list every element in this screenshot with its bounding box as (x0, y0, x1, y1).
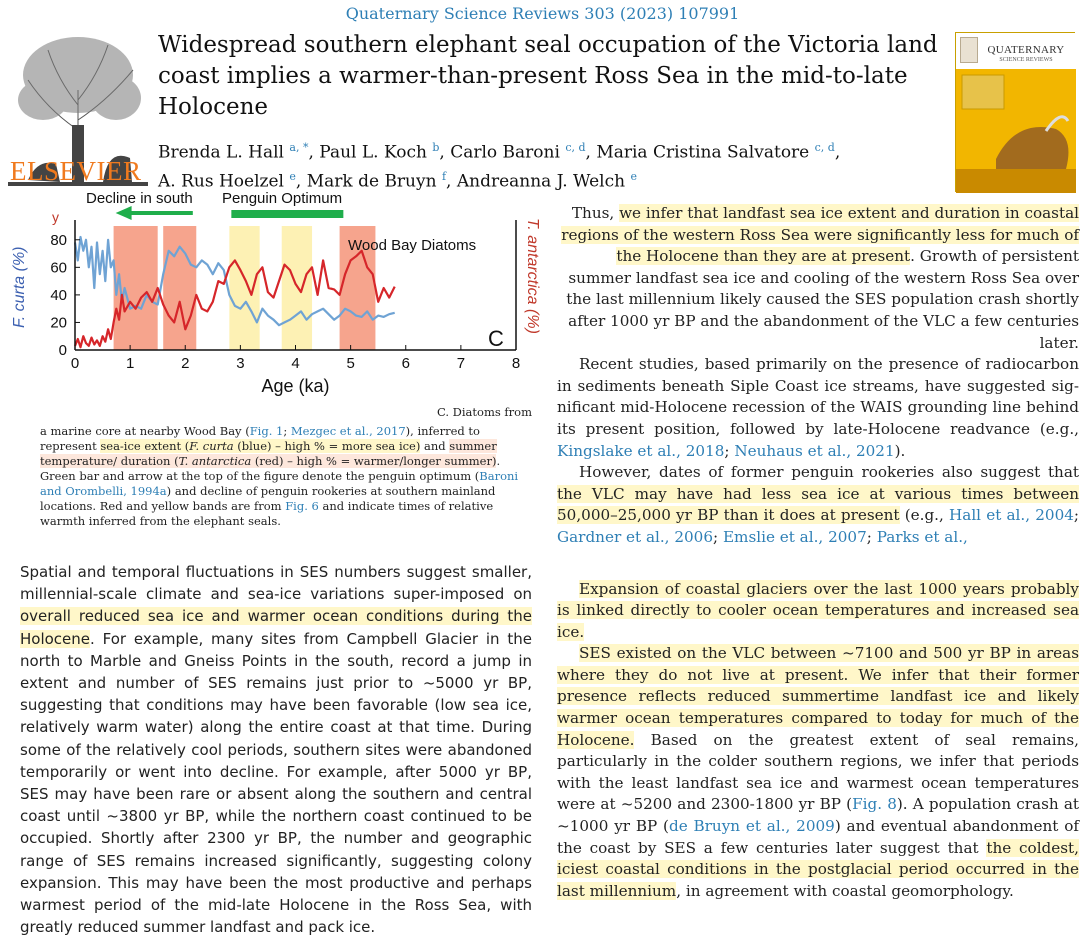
caption-run: (red) – high % = warmer/longer summer) (251, 454, 497, 468)
caption-run: and indicate times of relative warmth inferred from the elephant seals. (40, 499, 494, 528)
figure-caption-head: C. Diatoms from (436, 405, 532, 419)
x-tick-label: 4 (291, 355, 300, 372)
x-axis-title: Age (ka) (261, 376, 330, 396)
x-tick-label: 8 (511, 355, 521, 372)
p3-run: However, dates of former penguin rookeries also suggest that (579, 463, 1079, 482)
citation-link[interactable]: Mezgec et al., 2017 (290, 424, 406, 438)
decline-arrow-head (116, 206, 132, 220)
caption-run: (blue) – high % = more sea ice) (233, 439, 421, 453)
caption-run: ) and decline of penguin rookeries at southern mainland locations. Red and yellow bands are from (40, 484, 496, 513)
author-line-2: A. Rus Hoelzel $^e$, Mark de Bruyn $^f$, Andreanna J. Welch $^e$ (158, 169, 638, 192)
journal-reference[interactable]: Quaternary Science Reviews 303 (2023) 107991 (345, 4, 740, 23)
article-title: Widespread southern elephant seal occupation of the Victoria land coast implies a warmer-than-present Ross Sea in the mid-to-late Holocene (158, 32, 938, 120)
warm-band-yellow (229, 226, 259, 350)
x-tick-label: 3 (236, 355, 245, 372)
p3-run: ; (713, 527, 723, 546)
citation-link[interactable]: Hall et al., 2004 (949, 506, 1074, 525)
x-tick-label: 0 (70, 355, 80, 372)
right-column-text (557, 203, 1079, 902)
cover-journal-subtitle: SCIENCE REVIEWS (999, 57, 1053, 63)
author-name: Maria Cristina Salvatore (596, 142, 815, 163)
warm-band-yellow (282, 226, 312, 350)
p4-run: Expansion of coastal glaciers over the last 1000 years probably is linked directly to cooler ocean temperatures and increased sea ice. (557, 579, 1079, 641)
paragraph-ses-occupation (557, 643, 1079, 902)
p2-run: ). (894, 441, 906, 460)
left-body-run: overall reduced sea ice and warmer ocean conditions during the Holocene (20, 607, 532, 648)
p1-run: Thus, (571, 204, 620, 222)
citation-link[interactable]: Neuhaus et al., 2021 (734, 441, 895, 460)
p5-run: the coldest, iciest coastal conditions in the postglacial period occurred in the last millennium (557, 838, 1079, 900)
x-tick-label: 2 (181, 355, 190, 372)
author-affiliation-mark[interactable]: e (630, 169, 638, 183)
p3-run: the VLC may have had less sea ice at various times between 50,000–25,000 yr BP than it does at present (557, 484, 1079, 525)
p3-run: (e.g., (899, 506, 950, 525)
p1-run: we infer that landfast sea ice extent and duration in coastal regions of the western Ross Sea were significantly less for much of the Holocene than they are at present (561, 204, 1079, 266)
citation-link[interactable]: Emslie et al., 2007 (722, 527, 867, 546)
citation-link[interactable]: de Bruyn et al., 2009 (668, 817, 835, 836)
author-affiliation-mark[interactable]: a, * (289, 141, 309, 154)
citation-link[interactable]: Fig. 6 (285, 499, 319, 513)
left-body-run: . For example, many sites from Campbell Glacier in the north to Marble and Gneiss Points in the south, record a jump in extent and number of SES remains just prior to ~5000 yr BP, suggesting that conditions may have been favorable (low sea ice, relatively warm water) along the entire coast at that time. During some of the relatively cool periods, southern sites were abandoned temporarily or went into decline. For example, after 5000 yr BP, SES may have been rare or absent along the southern and central coast until ~3800 yr BP, while the northern coast continued to be occupied. Shortly after 2300 yr BP, the number and geographic range of SES remains increased significantly, suggesting colony expansion. This may have been the most productive and perhaps warmest period of the mid-late Holocene in the Ross Sea, with greatly reduced summer landfast and pack ice. (20, 629, 532, 937)
decline-label: Decline in south (86, 190, 193, 207)
cover-journal-name: QUATERNARY (987, 44, 1065, 56)
figure-caption (40, 424, 532, 529)
x-tick-label: 7 (456, 355, 466, 372)
paragraph-penguin-rookeries (557, 462, 1079, 548)
citation-link[interactable]: Kingslake et al., 2018 (557, 441, 725, 460)
x-tick-label: 6 (401, 355, 410, 372)
y-tick-label: 0 (58, 342, 67, 359)
penguin-optimum-label: Penguin Optimum (222, 190, 343, 207)
p2-run: Recent studies, based primarily on the presence of radiocarbon in sediments beneath Siple Coast ice streams, have suggested sig-nificant mid-Holocene recession of the WAIS grounding line behind its present position, followed by late-Holocene readvance (e.g., (557, 355, 1079, 438)
citation-link[interactable]: Parks et al., (876, 527, 968, 546)
caption-run: and (420, 439, 450, 453)
author-affiliation-mark[interactable]: b (432, 141, 440, 154)
elsevier-wordmark: ELSEVIER (10, 156, 142, 186)
y-tick-label: 40 (50, 286, 67, 304)
p3-run: ; (866, 527, 877, 546)
author-name: Carlo Baroni (450, 142, 566, 163)
author-affiliation-mark[interactable]: f (441, 169, 447, 183)
caption-run: summer temperature/ duration ( (40, 439, 497, 468)
author-name: A. Rus Hoelzel (158, 171, 290, 192)
journal-cover[interactable] (955, 32, 1075, 192)
p3-run: ; (1073, 506, 1080, 525)
wood-bay-diatom-chart (0, 186, 541, 400)
p5-run: , in agreement with coastal geomorphology. (676, 881, 1014, 900)
author-affiliation-mark[interactable]: e (289, 169, 296, 183)
citation-link[interactable]: Fig. 8 (852, 795, 897, 814)
panel-label: C (488, 326, 504, 351)
p5-run: SES existed on the VLC between ~7100 and 500 yr BP in areas where they do not live at present. We infer that their former presence reflects reduced summertime landfast ice and likely warmer ocean temperatures compared to today for much of the Holocene. (557, 644, 1079, 749)
p5-run: Based on the greatest extent of seal remains, particularly in the colder southern regions, we infer that periods with the least landfast sea ice and warmest ocean temperatures were at ~5200 and 2300-1800 yr BP ( (557, 730, 1079, 814)
caption-run: ), inferred to represent (40, 424, 480, 453)
caption-run: ; (283, 424, 291, 438)
y-axis-title-right: T. antarctica (%) (524, 218, 541, 334)
chart-title: Wood Bay Diatoms (348, 237, 477, 254)
author-list (158, 136, 948, 193)
y-tick-label: 80 (50, 231, 67, 249)
author-line-1: Brenda L. Hall $^{a, *}$, Paul L. Koch $^b$, Carlo Baroni $^{c, d}$, Maria Cristina Salvatore $^{c, d}$, (158, 141, 841, 163)
caption-run: . Green bar and arrow at the top of the figure denote the penguin optimum ( (40, 454, 501, 483)
author-affiliation-mark[interactable]: c, d (814, 141, 835, 154)
y-tick-label: 60 (50, 259, 67, 277)
author-name: Andreanna J. Welch (456, 171, 631, 192)
author-name: Paul L. Koch (319, 142, 433, 163)
x-tick-label: 1 (125, 355, 135, 372)
penguin-optimum-bar (231, 210, 343, 218)
y-axis-title-left: F. curta (%) (11, 246, 28, 328)
paragraph-wais-recession (557, 354, 1079, 462)
p1-run: . Growth of persistent summer landfast sea ice and cooling of the western Ross Sea over the last millennium likely caused the SES population crash shortly after 1000 yr BP and the abandonment of the VLC a few centuries later. (566, 247, 1079, 352)
left-column-text (20, 561, 532, 938)
citation-link[interactable]: Baroni and Orombelli, 1994a (40, 469, 519, 498)
p5-run: ). A population crash at ~1000 yr BP ( (557, 795, 1079, 836)
cover-illustration (956, 69, 1076, 193)
citation-link[interactable]: Gardner et al., 2006 (557, 527, 713, 546)
p2-run: ; (724, 441, 735, 460)
x-tick-label: 5 (346, 355, 355, 372)
y-axis-prefix: y (52, 209, 59, 225)
left-body-run: Spatial and temporal fluctuations in SES numbers suggest smaller, millennial-scale climate and sea-ice variations super-imposed on (20, 563, 532, 604)
cover-elsevier-logo (960, 37, 978, 63)
paragraph-sea-ice-inference (557, 203, 1079, 354)
caption-run: T. antarctica (178, 454, 252, 468)
y-tick-label: 20 (50, 314, 67, 332)
warm-band-red (163, 226, 196, 350)
p5-run: ) and eventual abandonment of the coast by SES a few centuries later suggest that (557, 817, 1079, 857)
caption-run: F. curta (189, 439, 234, 453)
paragraph-coastal-glaciers (557, 579, 1079, 644)
author-name: Brenda L. Hall (158, 142, 290, 163)
caption-run: sea-ice extent ( (100, 439, 190, 453)
author-affiliation-mark[interactable]: c, d (565, 141, 586, 154)
author-name: Mark de Bruyn (306, 171, 442, 192)
citation-link[interactable]: Fig. 1 (249, 424, 284, 438)
caption-run: a marine core at nearby Wood Bay ( (40, 424, 250, 438)
